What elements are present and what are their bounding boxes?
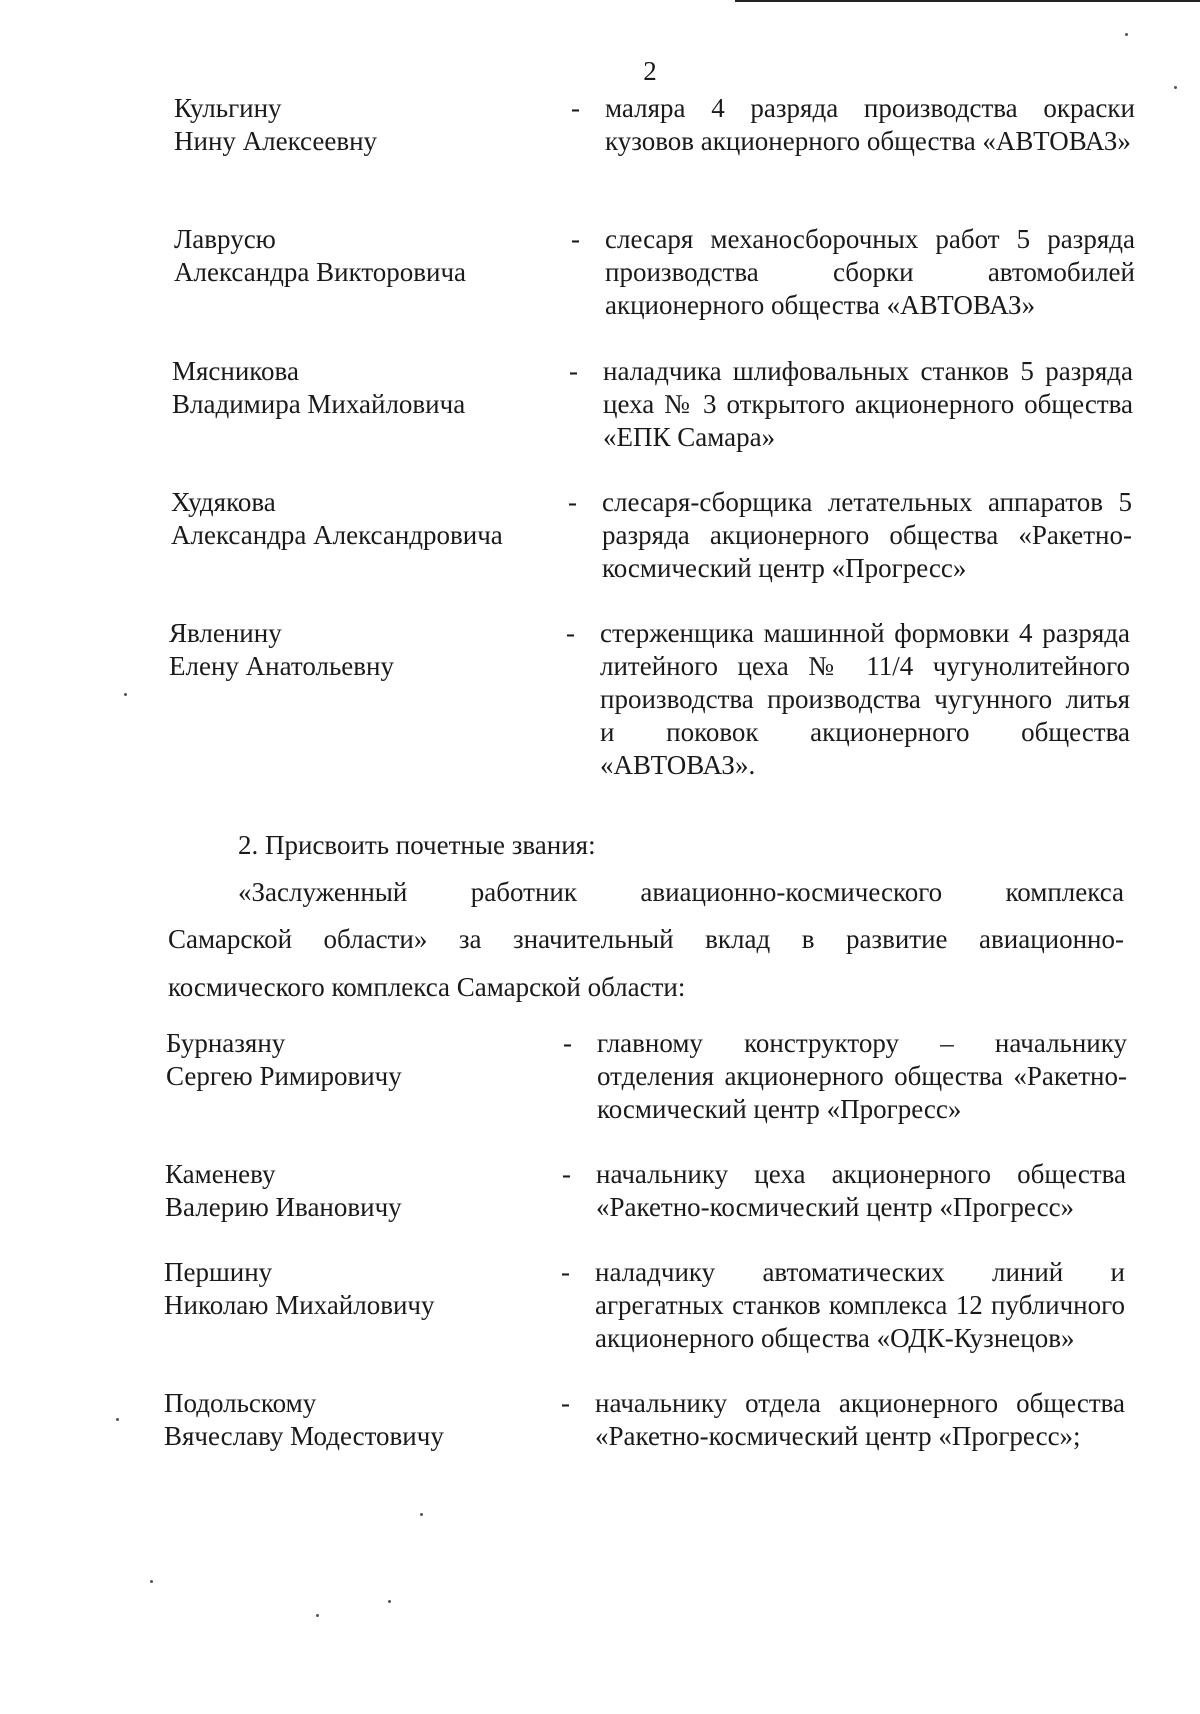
dash: - (563, 1028, 572, 1058)
scan-speck (316, 1614, 319, 1617)
surname: Першину (164, 1257, 273, 1287)
position-description: слесаря механосборочных работ 5 разряда производства сборки автомобилей акционерного общества «АВТОВАЗ» (605, 224, 1135, 320)
recipient-name (166, 1027, 566, 1093)
given-names: Нину Алексеевну (174, 126, 378, 156)
position-description: маляра 4 разряда производства окраски кузовов акционерного общества «АВТОВАЗ» (605, 93, 1135, 156)
dash: - (568, 487, 577, 517)
given-names: Елену Анатольевну (169, 651, 394, 681)
dash: - (561, 1257, 570, 1287)
position-description: начальнику отдела акционерного общества «Ракетно-космический центр «Прогресс»; (595, 1388, 1125, 1451)
given-names: Александра Викторовича (174, 257, 467, 287)
position-description: слесаря-сборщика летательных аппаратов 5 разряда акционерного общества «Ракетно-космический центр «Прогресс» (602, 487, 1132, 583)
dash: - (569, 356, 578, 386)
recipient-name (172, 355, 572, 421)
recipient-name (171, 486, 571, 552)
page-number: 2 (643, 56, 657, 86)
dash: - (571, 224, 580, 254)
given-names: Валерию Ивановичу (165, 1192, 402, 1222)
surname: Подольскому (164, 1388, 317, 1418)
given-names: Александра Александровича (171, 520, 503, 550)
recipient-name (174, 92, 574, 158)
given-names: Николаю Михайловичу (164, 1290, 435, 1320)
dash: - (562, 1159, 571, 1189)
position-description: начальнику цеха акционерного общества «Ракетно-космический центр «Прогресс» (596, 1159, 1126, 1222)
position-description: стерженщика машинной формовки 4 разряда литейного цеха № 11/4 чугунолитейного производства производства чугунного литья и поковок акционерного общества «АВТОВАЗ». (600, 618, 1130, 780)
honorary-title-line: «Заслуженный работник авиационно-космического комплекса (238, 877, 1124, 907)
surname: Худякова (171, 487, 276, 517)
honorary-title-line: Самарской области» за значительный вклад в развитие авиационно- (168, 924, 1124, 954)
scan-speck (116, 1418, 119, 1421)
section-heading: 2. Присвоить почетные звания: (238, 830, 596, 860)
position-description: наладчика шлифовальных станков 5 разряда цеха № 3 открытого акционерного общества «ЕПК Самара» (603, 356, 1133, 452)
recipient-name (164, 1256, 564, 1322)
surname: Лаврусю (174, 224, 276, 254)
surname: Бурназяну (166, 1028, 286, 1058)
top-rule (735, 0, 1200, 2)
given-names: Сергею Римировичу (166, 1061, 402, 1091)
dash: - (561, 1388, 570, 1418)
scan-speck (124, 693, 127, 696)
scan-speck (420, 1513, 423, 1516)
position-description: главному конструктору – начальнику отделения акционерного общества «Ракетно-космический центр «Прогресс» (597, 1028, 1127, 1124)
surname: Мясникова (172, 356, 299, 386)
position-description: наладчику автоматических линий и агрегатных станков комплекса 12 публичного акционерного общества «ОДК-Кузнецов» (595, 1257, 1125, 1353)
scan-speck (388, 1600, 391, 1603)
surname: Каменеву (165, 1159, 276, 1189)
scan-speck (1125, 33, 1128, 36)
recipient-name (174, 223, 574, 289)
honorary-title-line: космического комплекса Самарской области: (168, 972, 686, 1002)
given-names: Владимира Михайловича (172, 389, 466, 419)
recipient-name (165, 1158, 565, 1224)
recipient-name (164, 1387, 564, 1453)
surname: Кульгину (174, 93, 282, 123)
scan-speck (1174, 86, 1177, 89)
given-names: Вячеславу Модестовичу (164, 1421, 444, 1451)
surname: Явленину (169, 618, 282, 648)
recipient-name (169, 617, 569, 683)
dash: - (571, 93, 580, 123)
scan-speck (150, 1580, 153, 1583)
dash: - (566, 618, 575, 648)
